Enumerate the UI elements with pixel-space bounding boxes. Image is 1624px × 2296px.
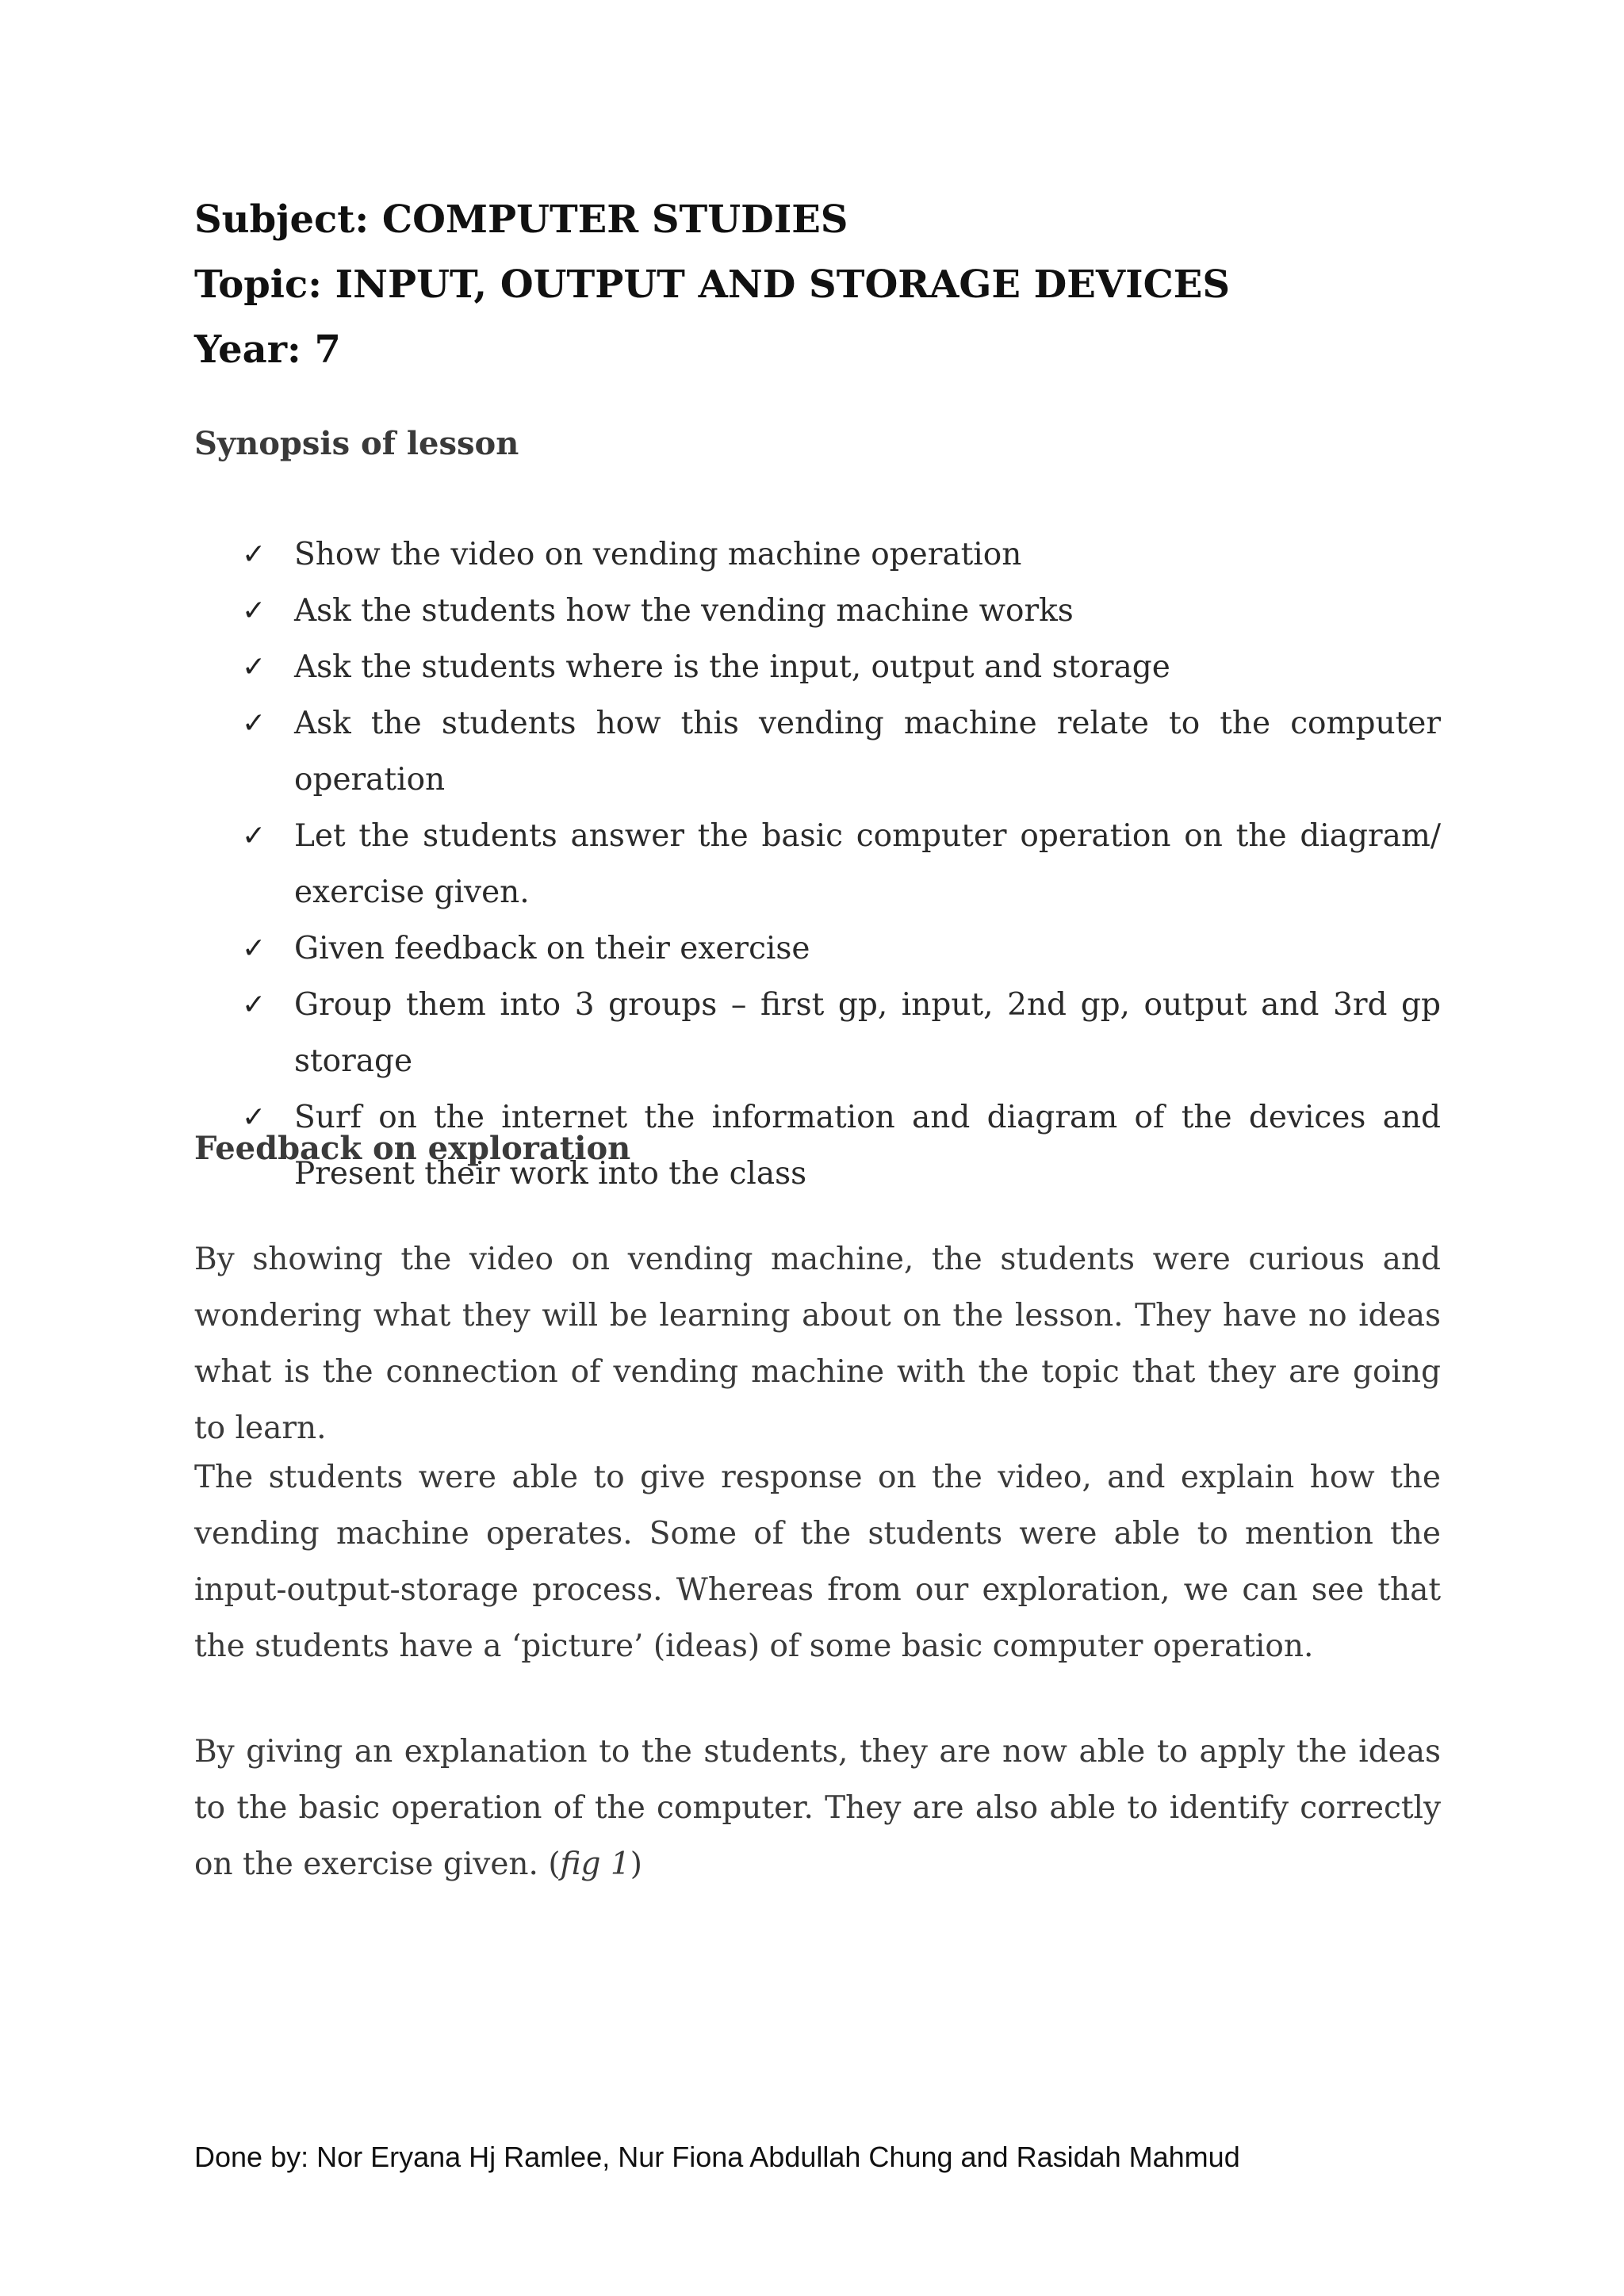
checklist-item-text: Given feedback on their exercise <box>294 931 810 966</box>
footer-authors: Done by: Nor Eryana Hj Ramlee, Nur Fiona Abdullah Chung and Rasidah Mahmud <box>194 2141 1240 2173</box>
feedback-paragraph <box>194 1724 1441 1892</box>
checklist-item-text: Let the students answer the basic computer operation on the diagram/ exercise given. <box>294 818 1441 910</box>
checklist-item-text: Show the video on vending machine operation <box>294 537 1022 572</box>
feedback-paragraph-text: By giving an explanation to the students, they are now able to apply the ideas to the basic operation of the computer. They are also able to identify correctly on the exercise given. ( <box>194 1734 1441 1882</box>
checklist-item <box>242 526 1441 583</box>
checklist-item-text: Ask the students where is the input, output and storage <box>294 649 1170 685</box>
checklist-item-text: Ask the students how this vending machine relate to the computer operation <box>294 706 1441 798</box>
document-header <box>194 187 1447 382</box>
figure-reference-close: ) <box>630 1846 642 1882</box>
checkmark-icon: ✓ <box>242 707 266 740</box>
subject-line: Subject: COMPUTER STUDIES <box>194 197 848 242</box>
checkmark-icon: ✓ <box>242 989 266 1021</box>
checklist-item <box>242 808 1441 920</box>
checkmark-icon: ✓ <box>242 651 266 683</box>
checklist-item <box>242 583 1441 639</box>
topic-line: Topic: INPUT, OUTPUT AND STORAGE DEVICES <box>194 262 1231 307</box>
checkmark-icon: ✓ <box>242 538 266 571</box>
checkmark-icon: ✓ <box>242 820 266 852</box>
feedback-paragraph: By showing the video on vending machine, the students were curious and wondering what they will be learning about on the lesson. They have no ideas what is the connection of vending machine with the topic that they are going to learn. <box>194 1242 1441 1446</box>
figure-reference: fig 1 <box>560 1846 630 1882</box>
checklist-item-text: Surf on the internet the information and diagram of the devices and Present their work into the class <box>294 1100 1441 1192</box>
checklist-item <box>242 920 1441 977</box>
feedback-paragraph: The students were able to give response on the video, and explain how the vending machine operates. Some of the students were able to mention the input-output-storage process. Whereas from our exploration, we can see that the students have a ‘picture’ (ideas) of some basic computer operation. <box>194 1460 1441 1664</box>
checklist-item-text: Ask the students how the vending machine works <box>294 593 1074 629</box>
checkmark-icon: ✓ <box>242 1101 266 1134</box>
checklist-item <box>242 695 1441 808</box>
feedback-heading: Feedback on exploration <box>194 1130 631 1167</box>
checklist-item-text: Group them into 3 groups – first gp, input, 2nd gp, output and 3rd gp storage <box>294 987 1441 1079</box>
checklist-item <box>242 639 1441 695</box>
year-line: Year: 7 <box>194 327 341 372</box>
checklist-item <box>242 977 1441 1089</box>
synopsis-heading: Synopsis of lesson <box>194 425 519 462</box>
checkmark-icon: ✓ <box>242 932 266 965</box>
checkmark-icon: ✓ <box>242 595 266 627</box>
synopsis-checklist <box>242 526 1441 1202</box>
